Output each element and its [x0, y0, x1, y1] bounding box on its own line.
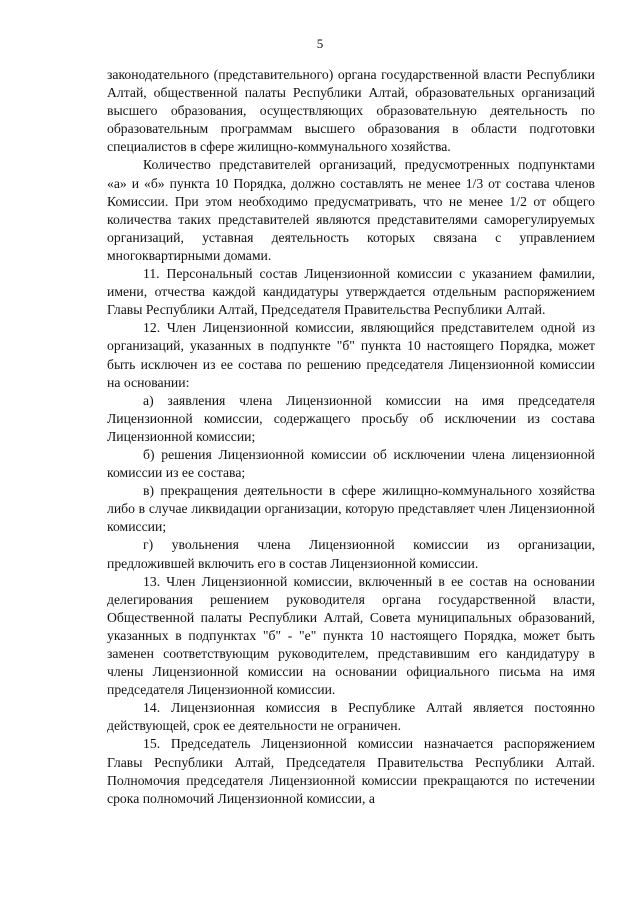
document-body — [107, 66, 595, 808]
paragraph-item-12-b: б) решения Лицензионной комиссии об исключении члена лицензионной комиссии из ее состава; — [107, 446, 595, 481]
page-number: 5 — [316, 36, 324, 51]
paragraph-representatives-count: Количество представителей организаций, предусмотренных подпунктами «а» и «б» пункта 10 Порядка, должно составлять не менее 1/3 от состава членов Комиссии. При этом необходимо предусматривать, что не менее 1/2 от общего количества таких представителей являются представителями саморегулируемых организаций, уставная деятельность которых связана с управлением многоквартирными домами. — [107, 157, 595, 263]
paragraph-item-12-a: а) заявления члена Лицензионной комиссии на имя председателя Лицензионной комиссии, содержащего просьбу об исключении из состава Лицензионной комиссии; — [107, 392, 595, 444]
paragraph-item-12-g: г) увольнения члена Лицензионной комиссии из организации, предложившей включить его в состав Лицензионной комиссии. — [107, 537, 595, 571]
paragraph-item-15: 15. Председатель Лицензионной комиссии назначается распоряжением Главы Республики Алтай, Председателя Правительства Республики Алтай. Полномочия председателя Лицензионной комиссии прекращаются по истечении срока полномочий Лицензионной комиссии, а — [107, 736, 595, 806]
paragraph-continuation: законодательного (представительного) органа государственной власти Республики Алтай, общественной палаты Республики Алтай, образовательных организаций высшего образования, осуществляющих образовательную деятельность по образовательным программам высшего образования в области подготовки специалистов в сфере жилищно-коммунального хозяйства. — [107, 67, 595, 155]
paragraph-item-14: 14. Лицензионная комиссия в Республике Алтай является постоянно действующей, срок ее деятельности не ограничен. — [107, 700, 595, 734]
paragraph-item-12: 12. Член Лицензионной комиссии, являющийся представителем одной из организаций, указанных в подпункте "б" пункта 10 настоящего Порядка, может быть исключен из ее состава по решению председателя Лицензионной комиссии на основании: — [107, 320, 595, 390]
paragraph-item-13: 13. Член Лицензионной комиссии, включенный в ее состав на основании делегирования решением руководителя органа государственной власти, Общественной палаты Республики Алтай, Совета муниципальных образований, указанных в подпунктах "б" - "е" пункта 10 настоящего Порядка, может быть заменен соответствующим руководителем, представившим его кандидатуру в члены Лицензионной комиссии на основании официального письма на имя председателя Лицензионной комиссии. — [107, 573, 595, 698]
paragraph-item-11: 11. Персональный состав Лицензионной комиссии с указанием фамилии, имени, отчества каждой кандидатуры утверждается отдельным распоряжением Главы Республики Алтай, Председателя Правительства Республики Алтай. — [107, 266, 595, 318]
paragraph-item-12-v: в) прекращения деятельности в сфере жилищно-коммунального хозяйства либо в случае ликвидации организации, которую представляет член Лицензионной комиссии; — [107, 483, 595, 535]
